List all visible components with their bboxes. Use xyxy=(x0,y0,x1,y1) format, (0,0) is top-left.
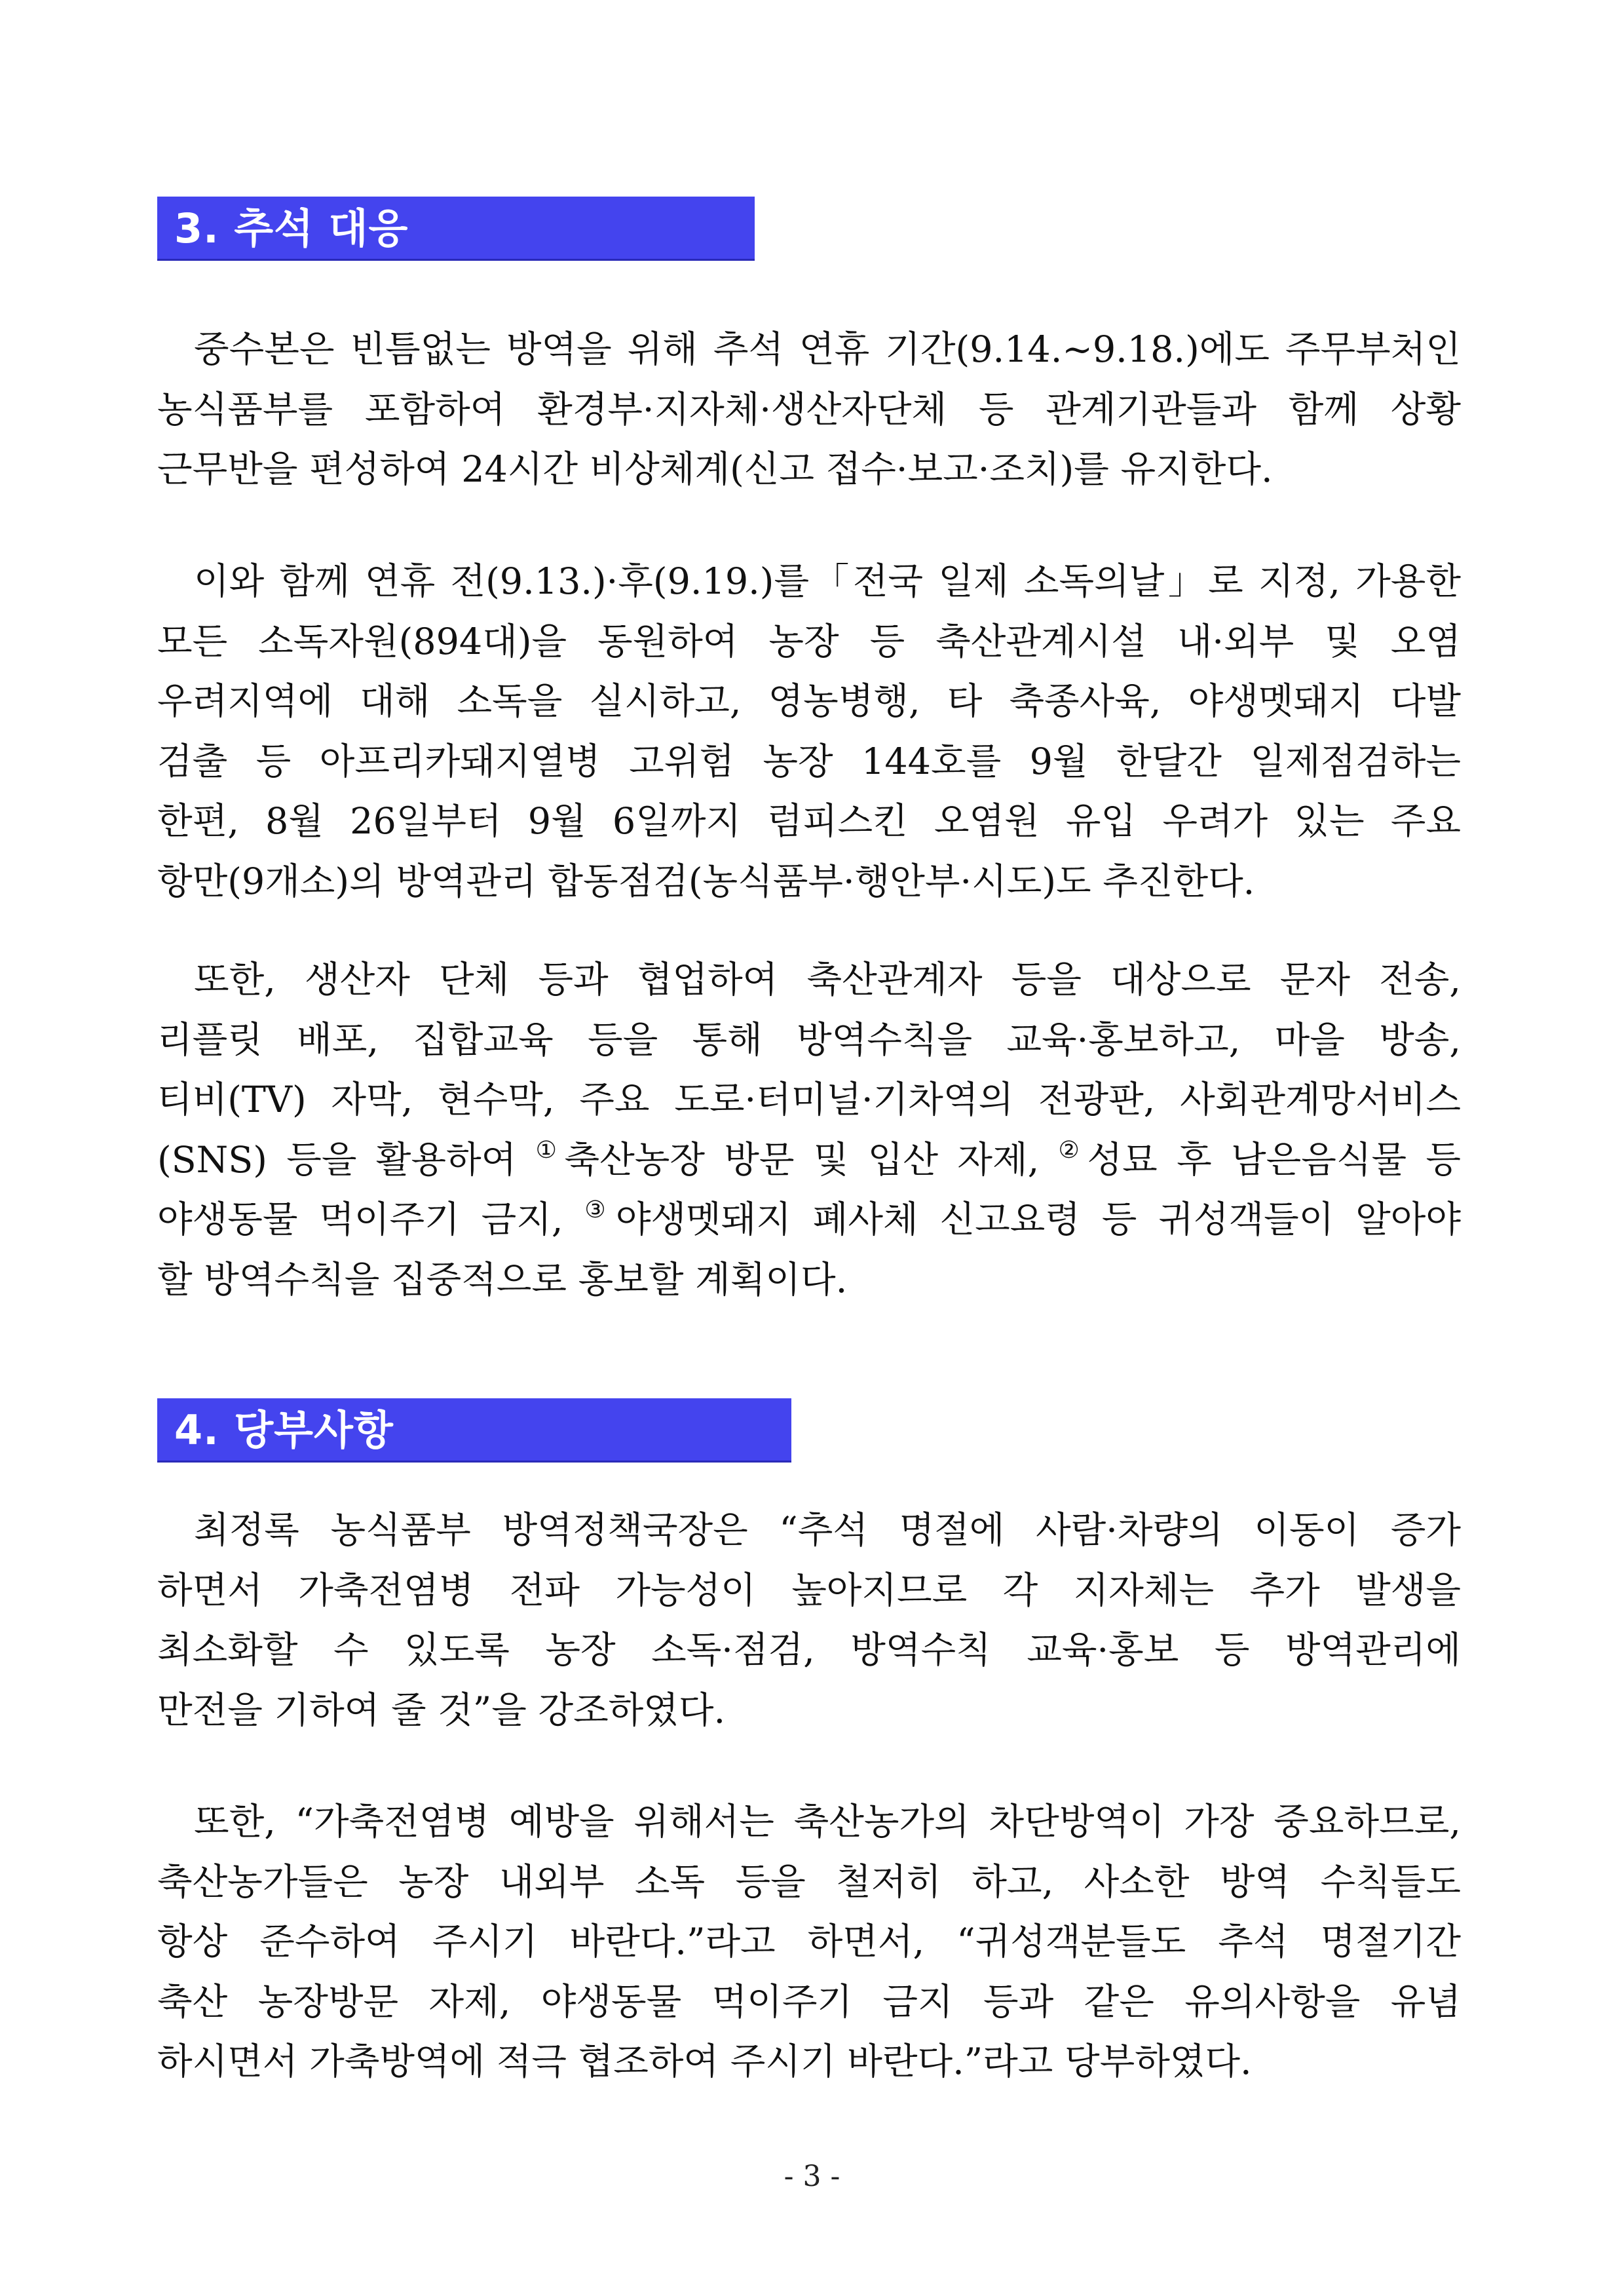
circled-number-2: ② xyxy=(1058,1136,1087,1164)
text-line: 만전을 기하여 줄 것”을 강조하였다. xyxy=(157,1689,726,1732)
text-line: 검출 등 아프리카돼지열병 고위험 농장 144호를 9월 한달간 일제점검하는 xyxy=(157,740,1461,783)
text-line: 한편, 8월 26일부터 9월 6일까지 럼피스킨 오염원 유입 우려가 있는 주요 xyxy=(157,800,1461,843)
paragraph-holiday-duty xyxy=(157,320,1461,500)
section-4-header: 4. 당부사항 xyxy=(157,1398,791,1463)
text-line: 또한, “가축전염병 예방을 위해서는 축산농가의 차단방역이 가장 중요하므로, xyxy=(194,1801,1461,1843)
text-line: 근무반을 편성하여 24시간 비상체계(신고 접수·보고·조치)를 유지한다. xyxy=(157,448,1273,491)
text-line: 축산 농장방문 자제, 야생동물 먹이주기 금지 등과 같은 유의사항을 유념 xyxy=(157,1980,1461,2023)
text-line: 우려지역에 대해 소독을 실시하고, 영농병행, 타 축종사육, 야생멧돼지 다발 xyxy=(157,680,1461,723)
text-line: 최정록 농식품부 방역정책국장은 “추석 명절에 사람·차량의 이동이 증가 xyxy=(194,1509,1461,1552)
paragraph-farmer-request xyxy=(157,1792,1461,2092)
text-line: 중수본은 빈틈없는 방역을 위해 추석 연휴 기간(9.14.~9.18.)에도 주무부처인 xyxy=(194,328,1461,371)
text-fragment: 축산농장 방문 및 입산 자제, xyxy=(564,1138,1059,1181)
text-line: 티비(TV) 자막, 현수막, 주요 도로·터미널·기차역의 전광판, 사회관계망서비스 xyxy=(157,1079,1461,1121)
text-line xyxy=(157,1130,1461,1191)
text-line: 리플릿 배포, 집합교육 등을 통해 방역수칙을 교육·홍보하고, 마을 방송, xyxy=(157,1018,1461,1062)
paragraph-disinfection xyxy=(157,552,1461,911)
text-line: 농식품부를 포함하여 환경부·지자체·생산자단체 등 관계기관들과 함께 상황 xyxy=(157,388,1461,431)
text-line xyxy=(157,1190,1461,1250)
text-line: 이와 함께 연휴 전(9.13.)·후(9.19.)를「전국 일제 소독의날」로 지정, 가용한 xyxy=(194,560,1461,603)
text-line: 항만(9개소)의 방역관리 합동점검(농식품부·행안부·시도)도 추진한다. xyxy=(157,860,1255,903)
text-fragment: (SNS) 등을 활용하여 xyxy=(157,1138,536,1181)
text-line: 항상 준수하여 주시기 바란다.”라고 하면서, “귀성객분들도 추석 명절기간 xyxy=(157,1921,1461,1963)
text-line: 축산농가들은 농장 내외부 소독 등을 철저히 하고, 사소한 방역 수칙들도 xyxy=(157,1860,1461,1904)
text-line: 할 방역수칙을 집중적으로 홍보할 계획이다. xyxy=(157,1258,848,1301)
text-line: 하시면서 가축방역에 적극 협조하여 주시기 바란다.”라고 당부하였다. xyxy=(157,2040,1252,2083)
paragraph-promotion xyxy=(157,950,1461,1310)
page-number: - 3 - xyxy=(784,2160,840,2193)
text-line: 또한, 생산자 단체 등과 협업하여 축산관계자 등을 대상으로 문자 전송, xyxy=(194,959,1461,1001)
circled-number-1: ① xyxy=(535,1136,565,1164)
text-fragment: 성묘 후 남은음식물 등 xyxy=(1087,1138,1461,1181)
paragraph-director-statement xyxy=(157,1501,1461,1740)
text-fragment: 야생동물 먹이주기 금지, xyxy=(157,1198,585,1241)
text-line: 모든 소독자원(894대)을 동원하여 농장 등 축산관계시설 내·외부 및 오염 xyxy=(157,620,1461,663)
circled-number-3: ③ xyxy=(584,1196,616,1223)
text-line: 하면서 가축전염병 전파 가능성이 높아지므로 각 지자체는 추가 발생을 xyxy=(157,1569,1461,1612)
text-line: 최소화할 수 있도록 농장 소독·점검, 방역수칙 교육·홍보 등 방역관리에 xyxy=(157,1629,1461,1672)
section-3-header: 3. 추석 대응 xyxy=(157,197,755,261)
text-fragment: 야생멧돼지 폐사체 신고요령 등 귀성객들이 알아야 xyxy=(615,1198,1461,1241)
